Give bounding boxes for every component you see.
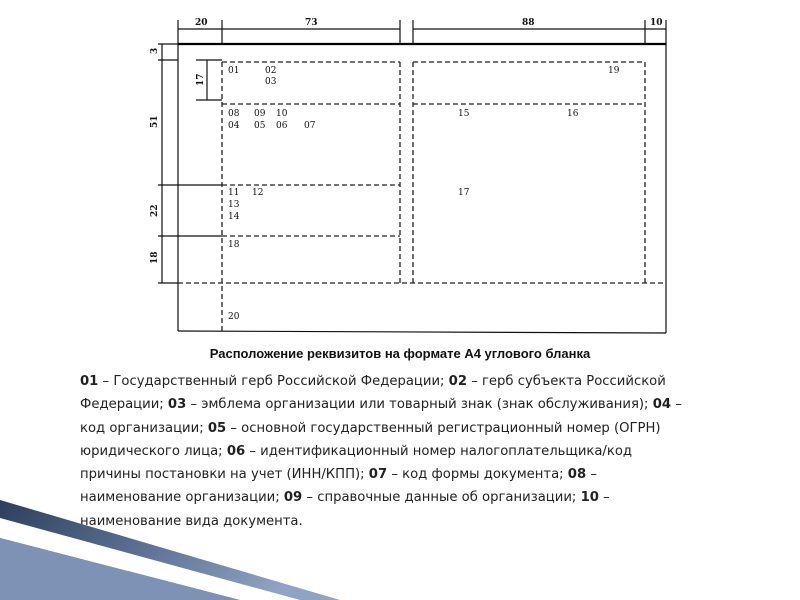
top-dimension-lines [178, 20, 666, 44]
cell-label-14: 14 [228, 212, 240, 222]
legend-line [80, 417, 800, 440]
cell-label-04: 04 [228, 121, 240, 131]
dim-label-17: 17 [196, 73, 206, 86]
legend-line [80, 440, 800, 463]
requisite-code: 09 [283, 490, 303, 506]
cell-label-09: 09 [254, 109, 266, 119]
cell-label-16: 16 [567, 109, 579, 119]
requisite-code: 08 [567, 467, 587, 483]
requisite-description: наименование организации; [80, 490, 284, 506]
diagram-caption: Расположение реквизитов на формате А4 углового бланка [209, 346, 591, 361]
requisite-description: Федерации; [80, 397, 168, 413]
requisite-code: 05 [207, 420, 227, 436]
requisite-description: – герб субъекта Российской [467, 374, 666, 389]
cell-label-05: 05 [254, 121, 266, 131]
dim-label-73: 73 [305, 18, 318, 28]
requisite-description: код организации; [80, 420, 208, 436]
dim-label-18: 18 [150, 251, 160, 264]
cell-label-11: 11 [228, 188, 240, 198]
cell-label-12: 12 [252, 188, 264, 198]
left-dimension-lines [158, 44, 222, 283]
cell-label-07: 07 [304, 121, 316, 131]
legend-line [80, 393, 800, 416]
cell-label-15: 15 [458, 109, 470, 119]
cell-label-10: 10 [276, 109, 288, 119]
requisite-description: – [671, 397, 682, 413]
cell-label-18: 18 [228, 240, 240, 250]
requisite-code: 02 [448, 374, 468, 389]
cell-label-02: 02 [265, 66, 277, 76]
legend-line [80, 463, 800, 486]
cell-label-06: 06 [276, 121, 288, 131]
requisite-description: – [586, 467, 597, 483]
requisite-code: 04 [652, 397, 672, 413]
requisite-description: – код формы документа; [387, 467, 568, 483]
requisite-code: 03 [167, 397, 187, 413]
requisite-code: 10 [580, 490, 599, 506]
requisite-description: наименование вида документа. [80, 513, 303, 529]
requisite-description: – Государственный герб Российской Федерации; [98, 374, 449, 389]
cell-label-20: 20 [228, 312, 240, 322]
dim-label-3: 3 [150, 47, 160, 54]
cell-label-01: 01 [228, 66, 240, 76]
cell-label-13: 13 [228, 200, 240, 210]
cell-label-08: 08 [228, 109, 240, 119]
requisite-description: юридического лица; [80, 443, 227, 459]
requisite-description: – [598, 490, 610, 506]
requisite-description: – идентификационный номер налогоплательщика/код [245, 443, 633, 459]
cell-label-03: 03 [265, 77, 277, 87]
decorative-wedge [0, 500, 340, 600]
cell-label-19: 19 [608, 66, 620, 76]
legend-line [80, 370, 800, 393]
dim-label-88: 88 [522, 18, 535, 28]
requisite-description: – основной государственный регистрационный номер (ОГРН) [226, 420, 661, 436]
dim-label-22: 22 [150, 204, 160, 217]
dim-label-51: 51 [150, 115, 160, 128]
requisite-code: 01 [80, 374, 99, 389]
requisite-code: 06 [226, 443, 246, 459]
requisite-description: причины постановки на учет (ИНН/КПП); [80, 467, 369, 483]
dim-label-10: 10 [650, 18, 663, 28]
requisite-code: 07 [368, 467, 388, 483]
requisite-description: – эмблема организации или товарный знак (знак обслуживания); [186, 397, 653, 413]
cell-label-17: 17 [458, 188, 470, 198]
requisite-description: – справочные данные об организации; [302, 490, 581, 506]
dim-label-20: 20 [195, 18, 208, 28]
